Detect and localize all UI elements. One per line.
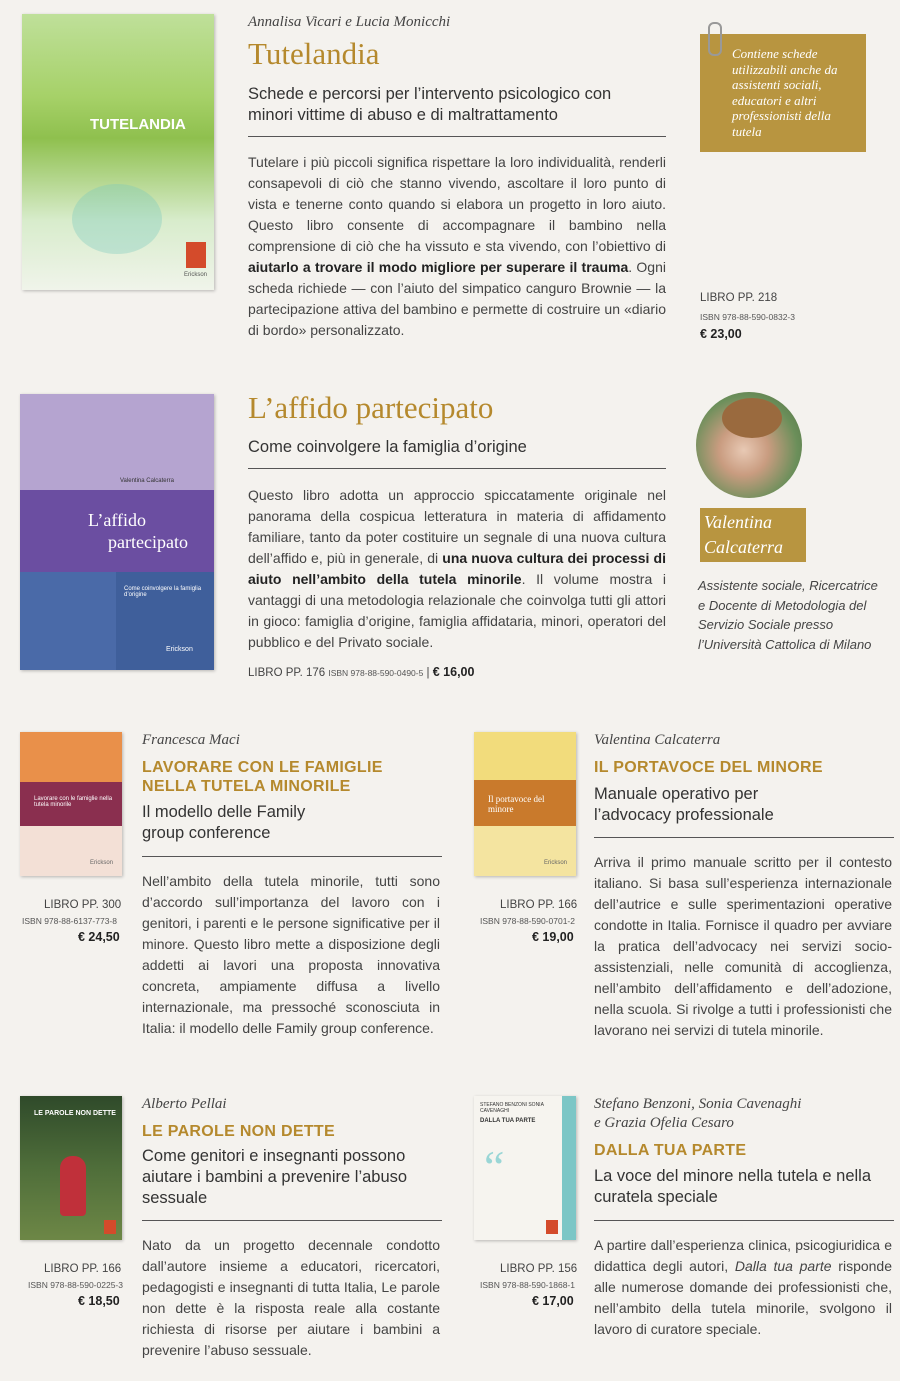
portavoce-cover-top (474, 732, 576, 780)
portavoce-title: IL PORTAVOCE DEL MINORE (594, 759, 823, 776)
lavorare-cover-title: Lavorare con le famiglie nella tutela minorile (34, 796, 113, 808)
affido-cover-publisher: Erickson (166, 646, 193, 653)
lavorare-title-2: NELLA TUTELA MINORILE (142, 778, 351, 795)
tutelandia-cover-publisher: Erickson (184, 272, 208, 278)
affido-pages: LIBRO PP. 176 (248, 667, 326, 679)
tutelandia-cover-title: TUTELANDIA (90, 116, 186, 133)
parole-cover-figure (60, 1156, 86, 1216)
parole-body: Nato da un progetto decennale condotto dall’autore insieme a educatori, ricercatori, pedagogisti e insegnanti di tutta Italia, Le parole non dette è la risposta reale alla costante richiesta di risorse per aiutare i bambini a prevenire l’abuso sessuale. (142, 1237, 440, 1358)
parole-author: Alberto Pellai (142, 1096, 227, 1112)
affido-cover-title-1: L’affido (88, 510, 146, 530)
lavorare-cover[interactable] (20, 732, 122, 876)
author-avatar (696, 392, 802, 498)
tutelandia-author: Annalisa Vicari e Lucia Monicchi (248, 14, 451, 30)
tutelandia-isbn: ISBN 978-88-590-0832-3 (700, 312, 795, 322)
parole-title: LE PAROLE NON DETTE (142, 1123, 335, 1140)
lavorare-divider (142, 856, 442, 857)
parole-cover-title: LE PAROLE NON DETTE (34, 1110, 116, 1117)
tutelandia-cover-logo (186, 242, 206, 268)
tutelandia-divider (248, 136, 666, 137)
portavoce-isbn: ISBN 978-88-590-0701-2 (480, 916, 575, 926)
portavoce-cover[interactable] (474, 732, 576, 876)
tutelandia-subtitle: Schede e percorsi per l’intervento psicologico con minori vittime di abuso e di maltrattamento (248, 85, 612, 124)
affido-isbn: ISBN 978-88-590-0490-5 (328, 668, 424, 678)
affido-cover-band-top (20, 394, 214, 490)
parole-cover[interactable] (20, 1096, 122, 1240)
lavorare-cover-bottom (20, 826, 122, 876)
dalla-divider (594, 1220, 894, 1221)
tutelandia-cover-blot (72, 184, 162, 254)
portavoce-cover-publisher: Erickson (544, 860, 568, 866)
avatar-hair (722, 398, 782, 438)
affido-cover-author: Valentina Calcaterra (120, 478, 174, 484)
portavoce-divider (594, 837, 894, 838)
affido-cover-title-2: partecipato (108, 532, 188, 552)
dalla-subtitle: La voce del minore nella tutela e nella curatela speciale (594, 1167, 872, 1206)
parole-pages: LIBRO PP. 166 (44, 1263, 122, 1275)
dalla-cover-stripe (562, 1096, 576, 1240)
lavorare-cover-publisher: Erickson (90, 860, 114, 866)
tutelandia-pages: LIBRO PP. 218 (700, 292, 778, 304)
portavoce-price: € 19,00 (532, 930, 574, 944)
affido-body: Questo libro adotta un approccio spiccatamente originale nel panorama della cospicua letteratura in materia di affidamento familiare, tanto da poter costituire un segnale di una nuova cultura dell’affido e, più in generale, di una nuova cultura dei processi di aiuto nell’ambito della tutela minorile. Il volume mostra i vantaggi di una metodologia relazionale che coinvolga tutti gli attori in gioco: famiglia d’origine, famiglia affidataria, minori, operatori del pubblico e del Privato sociale. (248, 487, 666, 650)
parole-cover-logo (104, 1220, 116, 1234)
dalla-price: € 17,00 (532, 1294, 574, 1308)
tutelandia-title: Tutelandia (248, 36, 380, 71)
author-name-1: Valentina (704, 512, 772, 532)
lavorare-pages: LIBRO PP. 300 (44, 899, 122, 911)
tutelandia-body-bold: aiutarlo a trovare il modo migliore per superare il trauma (248, 259, 629, 275)
dalla-author-1: Stefano Benzoni, Sonia Cavenaghi (594, 1096, 802, 1112)
affido-cover-sub: Come coinvolgere la famiglia d’origine (124, 586, 202, 598)
dalla-author-2: e Grazia Ofelia Cesaro (594, 1115, 734, 1131)
affido-title: L’affido partecipato (248, 390, 494, 425)
author-name-2: Calcaterra (704, 537, 783, 557)
affido-body-bold: una nuova cultura dei processi di aiuto nell’ambito della tutela minorile (248, 550, 666, 587)
lavorare-cover-top (20, 732, 122, 782)
dalla-pages: LIBRO PP. 156 (500, 1263, 578, 1275)
parole-isbn: ISBN 978-88-590-0225-3 (28, 1280, 123, 1290)
lavorare-author: Francesca Maci (142, 732, 240, 748)
author-bio: Assistente sociale, Ricercatrice e Docente di Metodologia del Servizio Sociale presso l’Università Cattolica di Milano (698, 578, 878, 652)
lavorare-price: € 24,50 (78, 930, 120, 944)
lavorare-body: Nell’ambito della tutela minorile, tutti sono d’accordo sull’importanza del lavoro con i genitori, i parenti e le persone significative per il minore. Questo libro mette a disposizione degli addetti ai lavori una proposta innovativa concreta, ampiamente diffusa a livello internazionale, ma pressoché sconosciuta in Italia: il modello delle Family group conference. (142, 873, 440, 1036)
portavoce-pages: LIBRO PP. 166 (500, 899, 578, 911)
portavoce-cover-title: Il portavoce del minore (488, 794, 545, 814)
affido-divider (248, 468, 666, 469)
affido-cover[interactable] (20, 394, 214, 670)
dalla-title: DALLA TUA PARTE (594, 1142, 747, 1159)
parole-divider (142, 1220, 442, 1221)
tutelandia-price: € 23,00 (700, 327, 742, 341)
author-name-box (700, 508, 806, 562)
portavoce-author: Valentina Calcaterra (594, 732, 721, 748)
quote-icon: “ (484, 1141, 505, 1192)
affido-price: € 16,00 (432, 665, 475, 679)
dalla-cover-authors: STEFANO BENZONI SONIA CAVENAGHI (480, 1102, 544, 1114)
lavorare-title-1: LAVORARE CON LE FAMIGLIE (142, 759, 383, 776)
paperclip-icon (708, 22, 722, 56)
dalla-body: A partire dall’esperienza clinica, psicogiuridica e didattica degli autori, Dalla tua parte risponde alle numerose domande dei professionisti che, nell’ambito della tutela minorile, svolgono il lavoro di curatore speciale. (594, 1237, 892, 1337)
portavoce-subtitle: Manuale operativo per l’advocacy professionale (594, 785, 774, 824)
affido-cover-band-mid (20, 490, 214, 572)
lavorare-isbn: ISBN 978-88-6137-773-8 (22, 916, 117, 926)
dalla-cover-title: DALLA TUA PARTE (480, 1118, 536, 1124)
dalla-cover[interactable] (474, 1096, 576, 1240)
affido-meta: LIBRO PP. 176 ISBN 978-88-590-0490-5 | € 16,00 (248, 665, 475, 679)
portavoce-body: Arriva il primo manuale scritto per il contesto italiano. Si basa sull’esperienza internazionale dell’autrice e sulle sperimentazioni operative condotte in Italia. Fornisce il quadro per avviare la pratica dell’advocacy nei servizi socio-assistenziali, nelle comunità di accoglienza, nell’ambito dell’affidamento e dell’adozione, nella scuola. Si rivolge a tutti i professionisti che lavorano nei servizi di tutela minorile. (594, 854, 892, 1038)
dalla-body-italic: Dalla tua parte (734, 1258, 832, 1274)
dalla-cover-logo (546, 1220, 558, 1234)
lavorare-subtitle: Il modello delle Family group conference (142, 803, 306, 842)
tutelandia-note-text: Contiene schede utilizzabili anche da assistenti sociali, educatori e altri professionisti della tutela (732, 46, 838, 139)
parole-subtitle: Come genitori e insegnanti possono aiutare i bambini a prevenire l’abuso sessuale (142, 1147, 408, 1207)
parole-price: € 18,50 (78, 1294, 120, 1308)
tutelandia-body: Tutelare i più piccoli significa rispettare la loro individualità, renderli consapevoli di ciò che stanno vivendo, ascoltare il loro punto di vista e tenerne conto quando si elabora un progetto in loro aiuto. Questo libro consente di accompagnare il bambino nella comprensione di ciò che ha vissuto e sta vivendo, con l’obiettivo di aiutarlo a trovare il modo migliore per superare il trauma. Ogni scheda richiede — con l’aiuto del simpatico canguro Brownie — la partecipazione attiva del bambino e permette di costruire un «diario di bordo» personalizzato. (248, 154, 666, 338)
tutelandia-cover[interactable] (22, 14, 214, 290)
tutelandia-note-box (700, 34, 866, 152)
affido-subtitle: Come coinvolgere la famiglia d’origine (248, 438, 527, 456)
dalla-isbn: ISBN 978-88-590-1868-1 (480, 1280, 575, 1290)
